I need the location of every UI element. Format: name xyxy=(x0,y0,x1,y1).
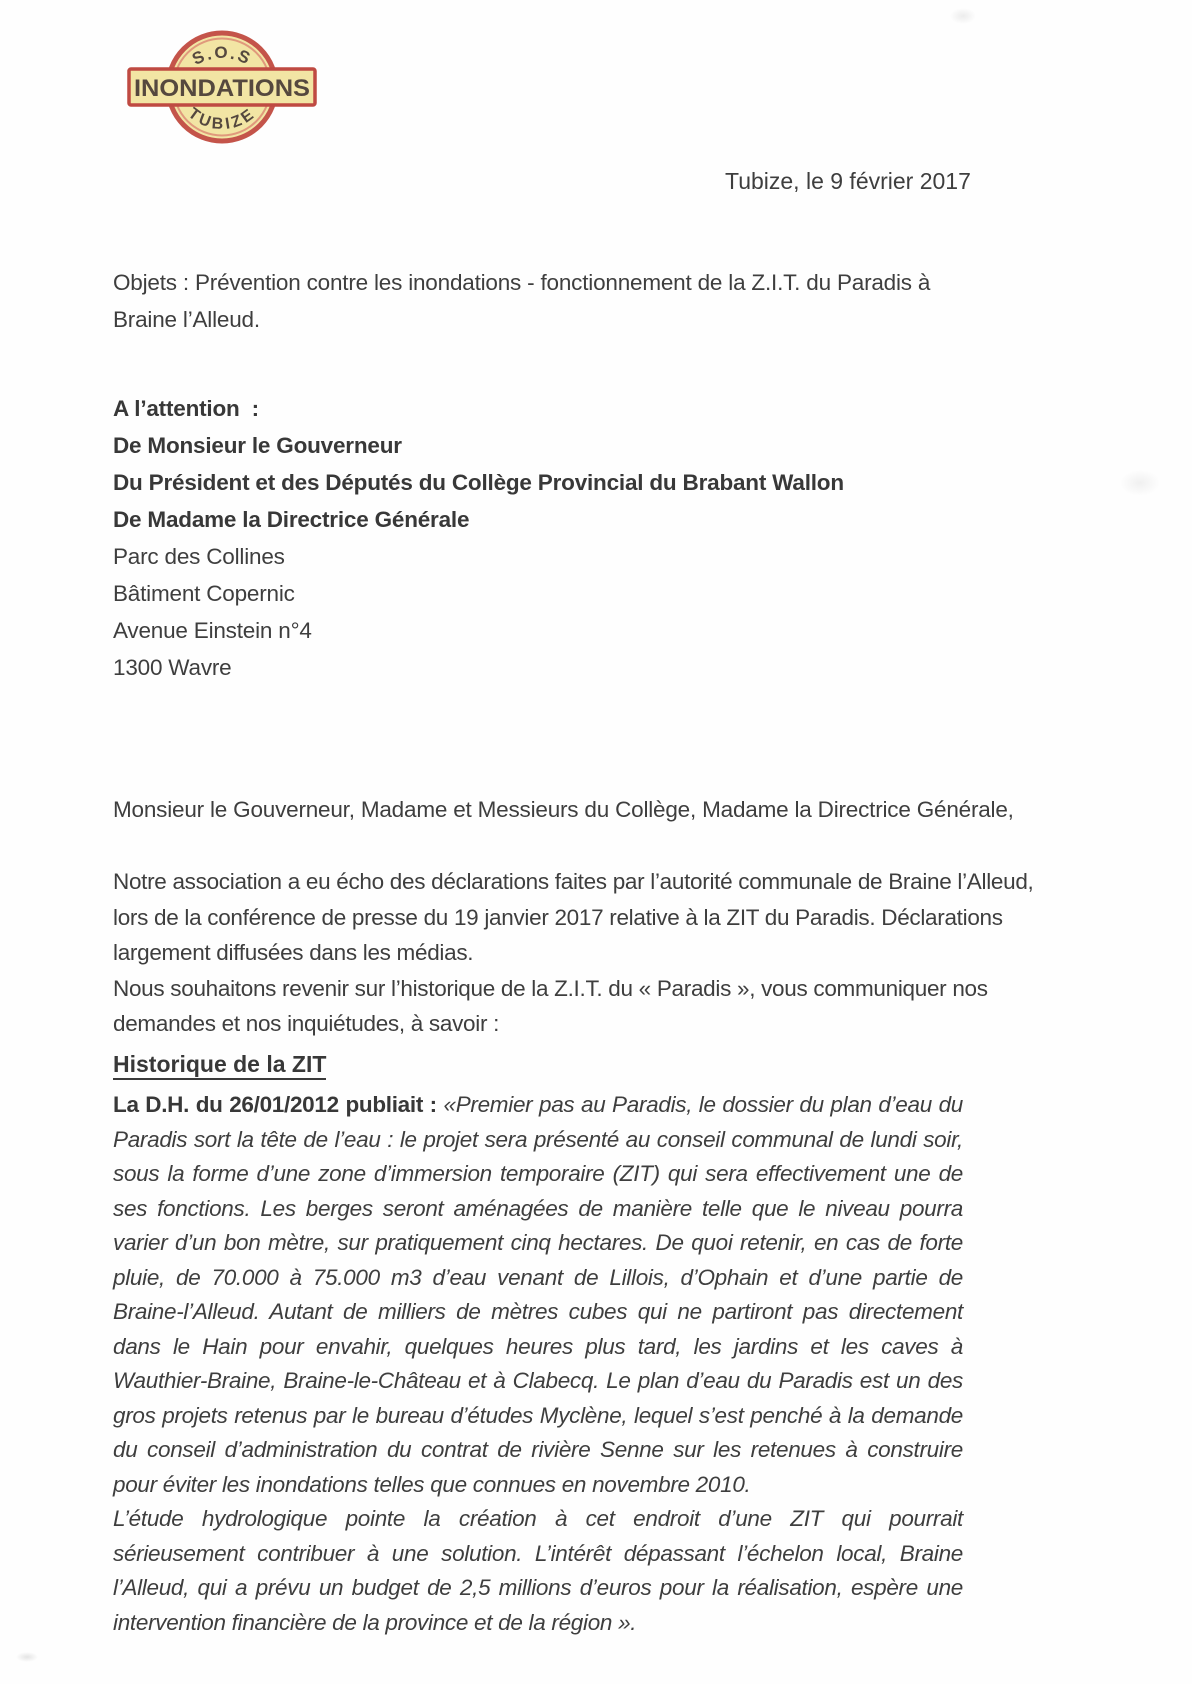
paragraph-declarations: Notre association a eu écho des déclarations faites par l’autorité communale de Braine l’Alleud, lors de la conférence de presse du 19 janvier 2017 relative à la ZIT du Paradis. Déclarations largement diffusées dans les médias. xyxy=(113,869,1034,965)
salutation: Monsieur le Gouverneur, Madame et Messieurs du Collège, Madame la Directrice Générale, xyxy=(113,797,1014,822)
recipient-block xyxy=(113,390,1048,686)
recipient-address-line: Parc des Collines xyxy=(113,544,285,569)
quote-lead: La D.H. du 26/01/2012 publiait : xyxy=(113,1092,444,1117)
paragraph-historique-intro: Nous souhaitons revenir sur l’historique de la Z.I.T. du « Paradis », vous communiquer nos demandes et nos inquiétudes, à savoir : xyxy=(113,975,988,1036)
dateline: Tubize, le 9 février 2017 xyxy=(725,168,971,194)
scan-artifact xyxy=(16,1652,38,1662)
section-heading xyxy=(113,1051,326,1078)
subject-line: Objets : Prévention contre les inondations - fonctionnement de la Z.I.T. du Paradis à Braine l’Alleud. xyxy=(113,270,931,332)
letter-body xyxy=(113,864,1053,1042)
recipient-address-line: Bâtiment Copernic xyxy=(113,581,295,606)
logo-tubize-text: TUBIZE xyxy=(184,104,260,134)
recipient-line: De Madame la Directrice Générale xyxy=(113,507,470,532)
recipient-line: Du Président et des Députés du Collège Provincial du Brabant Wallon xyxy=(113,470,844,495)
logo-inondations-text: INONDATIONS xyxy=(134,75,310,102)
recipient-address-line: 1300 Wavre xyxy=(113,655,232,680)
logo-sos-text: S.O.S xyxy=(189,43,255,69)
recipient-line: De Monsieur le Gouverneur xyxy=(113,433,402,458)
quote-text-part1: «Premier pas au Paradis, le dossier du plan d’eau du Paradis sort la tête de l’eau : le projet sera présenté au conseil communal de lundi soir, sous la forme d’une zone d’immersion temporaire (ZIT) qui sera effectivement une de ses fonctions. Les berges seront aménagées de manière telle que le niveau pourra varier d’un bon mètre, sur pratiquement cinq hectares. De quoi retenir, en cas de forte pluie, de 70.000 à 75.000 m3 d’eau venant de Lillois, d’Ophain et d’une partie de Braine-l’Alleud. Autant de milliers de mètres cubes qui ne partiront pas directement dans le Hain pour envahir, quelques heures plus tard, les jardins et les caves à Wauthier-Braine, Braine-le-Château et à Clabecq. Le plan d’eau du Paradis est un des gros projets retenus par le bureau d’études Myclène, lequel s’est penché à la demande du conseil d’administration du contrat de rivière Senne sur les retenues à construire pour éviter les inondations telles que connues en novembre 2010. xyxy=(113,1092,963,1497)
quote-text-part2: L’étude hydrologique pointe la création à cet endroit d’une ZIT qui pourrait sérieusement contribuer à une solution. L’intérêt dépassant l’échelon local, Braine l’Alleud, qui a prévu un budget de 2,5 millions d’euros pour la réalisation, espère une intervention financière de la province et de la région ». xyxy=(113,1506,963,1635)
attention-label: A l’attention : xyxy=(113,396,259,421)
sos-inondations-tubize-logo xyxy=(126,22,318,154)
section-heading-text: Historique de la ZIT xyxy=(113,1051,326,1080)
historique-quote xyxy=(113,1088,963,1640)
scan-artifact xyxy=(950,8,976,24)
recipient-address-line: Avenue Einstein n°4 xyxy=(113,618,312,643)
quote-paragraph-1 xyxy=(113,1088,963,1502)
scan-artifact xyxy=(1120,470,1160,496)
